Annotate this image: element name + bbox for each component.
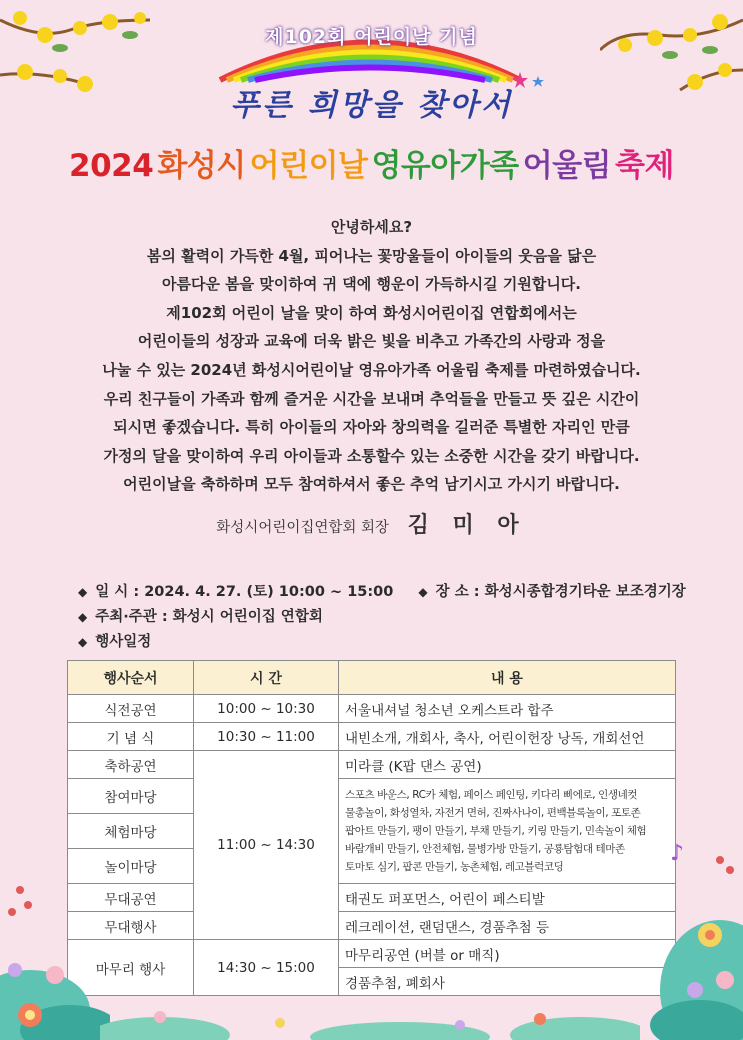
event-cell: 놀이마당 (68, 849, 194, 884)
schedule-table (67, 660, 676, 996)
title-part: 어린이날 (249, 148, 368, 184)
greeting-line: 되시면 좋겠습니다. 특히 아이들의 자아와 창의력을 길러준 특별한 자리인 만큼 (113, 418, 630, 437)
header-time: 시 간 (194, 661, 339, 695)
event-cell: 참여마당 (68, 779, 194, 814)
svg-text:♪: ♪ (670, 841, 685, 866)
event-cell: 축하공연 (68, 751, 194, 779)
info-host: 주최·주관 : 화성시 어린이집 연합회 (95, 609, 323, 625)
table-row (68, 751, 676, 779)
table-row (68, 940, 676, 968)
content-cell: 마무리공연 (버블 or 매직) (339, 940, 676, 968)
title-part: 축제 (615, 148, 674, 184)
info-schedule-line (78, 630, 151, 651)
info-date: 일 시 : 2024. 4. 27. (토) 10:00 ~ 15:00 (95, 584, 394, 600)
activity-line: 팝아트 만들기, 팽이 만들기, 부채 만들기, 키링 만들기, 민속놀이 체험 (345, 825, 647, 837)
page-title (0, 140, 743, 185)
header-content: 내 용 (339, 661, 676, 695)
content-cell: 서울내셔널 청소년 오케스트라 합주 (339, 695, 676, 723)
flowers-bottom-decoration (100, 995, 640, 1040)
time-cell: 10:00 ~ 10:30 (194, 695, 339, 723)
schedule-title: 행사일정 (95, 634, 152, 650)
diamond-icon: ◆ (78, 610, 88, 624)
table-header-row (68, 661, 676, 695)
time-cell: 14:30 ~ 15:00 (194, 940, 339, 996)
activity-line: 물총놀이, 화성열차, 자전거 면허, 진짜사나이, 편백블록놀이, 포토존 (345, 807, 641, 819)
diamond-icon: ◆ (78, 585, 88, 599)
event-cell: 마무리 행사 (68, 940, 194, 996)
content-cell: 미라클 (K팝 댄스 공연) (339, 751, 676, 779)
greeting-line: 어린이날을 축하하며 모두 참여하셔서 좋은 추억 남기시고 가시기 바랍니다. (123, 475, 620, 494)
signature-name: 김 미 아 (407, 513, 527, 538)
table-row (68, 779, 676, 814)
event-cell: 무대행사 (68, 912, 194, 940)
table-row (68, 695, 676, 723)
flowers-left-decoration (0, 860, 110, 1040)
content-cell: 경품추첨, 폐회사 (339, 968, 676, 996)
greeting-line: 우리 친구들이 가족과 함께 즐거운 시간을 보내며 추억들을 만들고 뜻 깊은 시간이 (103, 389, 640, 408)
anniversary-banner: 제102회 어린이날 기념 (265, 26, 478, 48)
table-row (68, 884, 676, 912)
signature (0, 508, 743, 539)
event-cell: 체험마당 (68, 814, 194, 849)
title-part: 어울림 (522, 148, 612, 184)
greeting-text (50, 213, 693, 499)
greeting-line: 안녕하세요? (330, 218, 413, 236)
title-part: 2024 (69, 148, 154, 184)
content-cell: 레크레이션, 랜덤댄스, 경품추첨 등 (339, 912, 676, 940)
content-cell: 내빈소개, 개회사, 축사, 어린이헌장 낭독, 개회선언 (339, 723, 676, 751)
time-cell: 11:00 ~ 14:30 (194, 751, 339, 940)
greeting-line: 나눌 수 있는 2024년 화성시어린이날 영유아가족 어울림 축제를 마련하였습니다. (102, 360, 641, 379)
event-cell: 무대공연 (68, 884, 194, 912)
greeting-line: 어린이들의 성장과 교육에 더욱 밝은 빛을 비추고 가족간의 사랑과 정을 (137, 332, 606, 351)
time-cell: 10:30 ~ 11:00 (194, 723, 339, 751)
title-part: 영유아가족 (371, 148, 519, 184)
greeting-line: 가정의 달을 맞이하여 우리 아이들과 소통할수 있는 소중한 시간을 갖기 바랍니다. (103, 446, 640, 465)
table-row (68, 912, 676, 940)
table-row (68, 723, 676, 751)
info-host-line (78, 605, 323, 626)
activity-line: 토마토 심기, 팝콘 만들기, 농촌체험, 레고블럭코딩 (345, 861, 564, 873)
event-cell: 기 념 식 (68, 723, 194, 751)
signature-org: 화성시어린이집연합회 회장 (216, 520, 389, 536)
content-cell: 태권도 퍼포먼스, 어린이 페스티발 (339, 884, 676, 912)
diamond-icon: ◆ (78, 635, 88, 649)
activity-line: 바람개비 만들기, 안전체험, 물병가방 만들기, 공룡탐험대 테마존 (345, 843, 625, 855)
event-cell: 식전공연 (68, 695, 194, 723)
slogan: 푸른 희망을 찾아서 (230, 88, 513, 123)
header-event: 행사순서 (68, 661, 194, 695)
activity-line: 스포츠 바운스, RC카 체험, 페이스 페인팅, 키다리 삐에로, 인생네컷 (345, 789, 638, 801)
activities-cell (339, 779, 676, 884)
title-part: 화성시 (157, 148, 246, 184)
greeting-line: 아름다운 봄을 맞이하여 귀 댁에 행운이 가득하시길 기원합니다. (162, 275, 581, 294)
greeting-line: 봄의 활력이 가득한 4월, 피어나는 꽃망울들이 아이들의 웃음을 닮은 (146, 246, 597, 265)
info-place: 장 소 : 화성시종합경기타운 보조경기장 (435, 584, 686, 600)
info-date-line (78, 580, 686, 601)
diamond-icon: ◆ (418, 585, 428, 599)
greeting-line: 제102회 어린이 날을 맞이 하여 화성시어린이집 연합회에서는 (166, 303, 577, 322)
flowers-right-decoration (640, 840, 743, 1040)
